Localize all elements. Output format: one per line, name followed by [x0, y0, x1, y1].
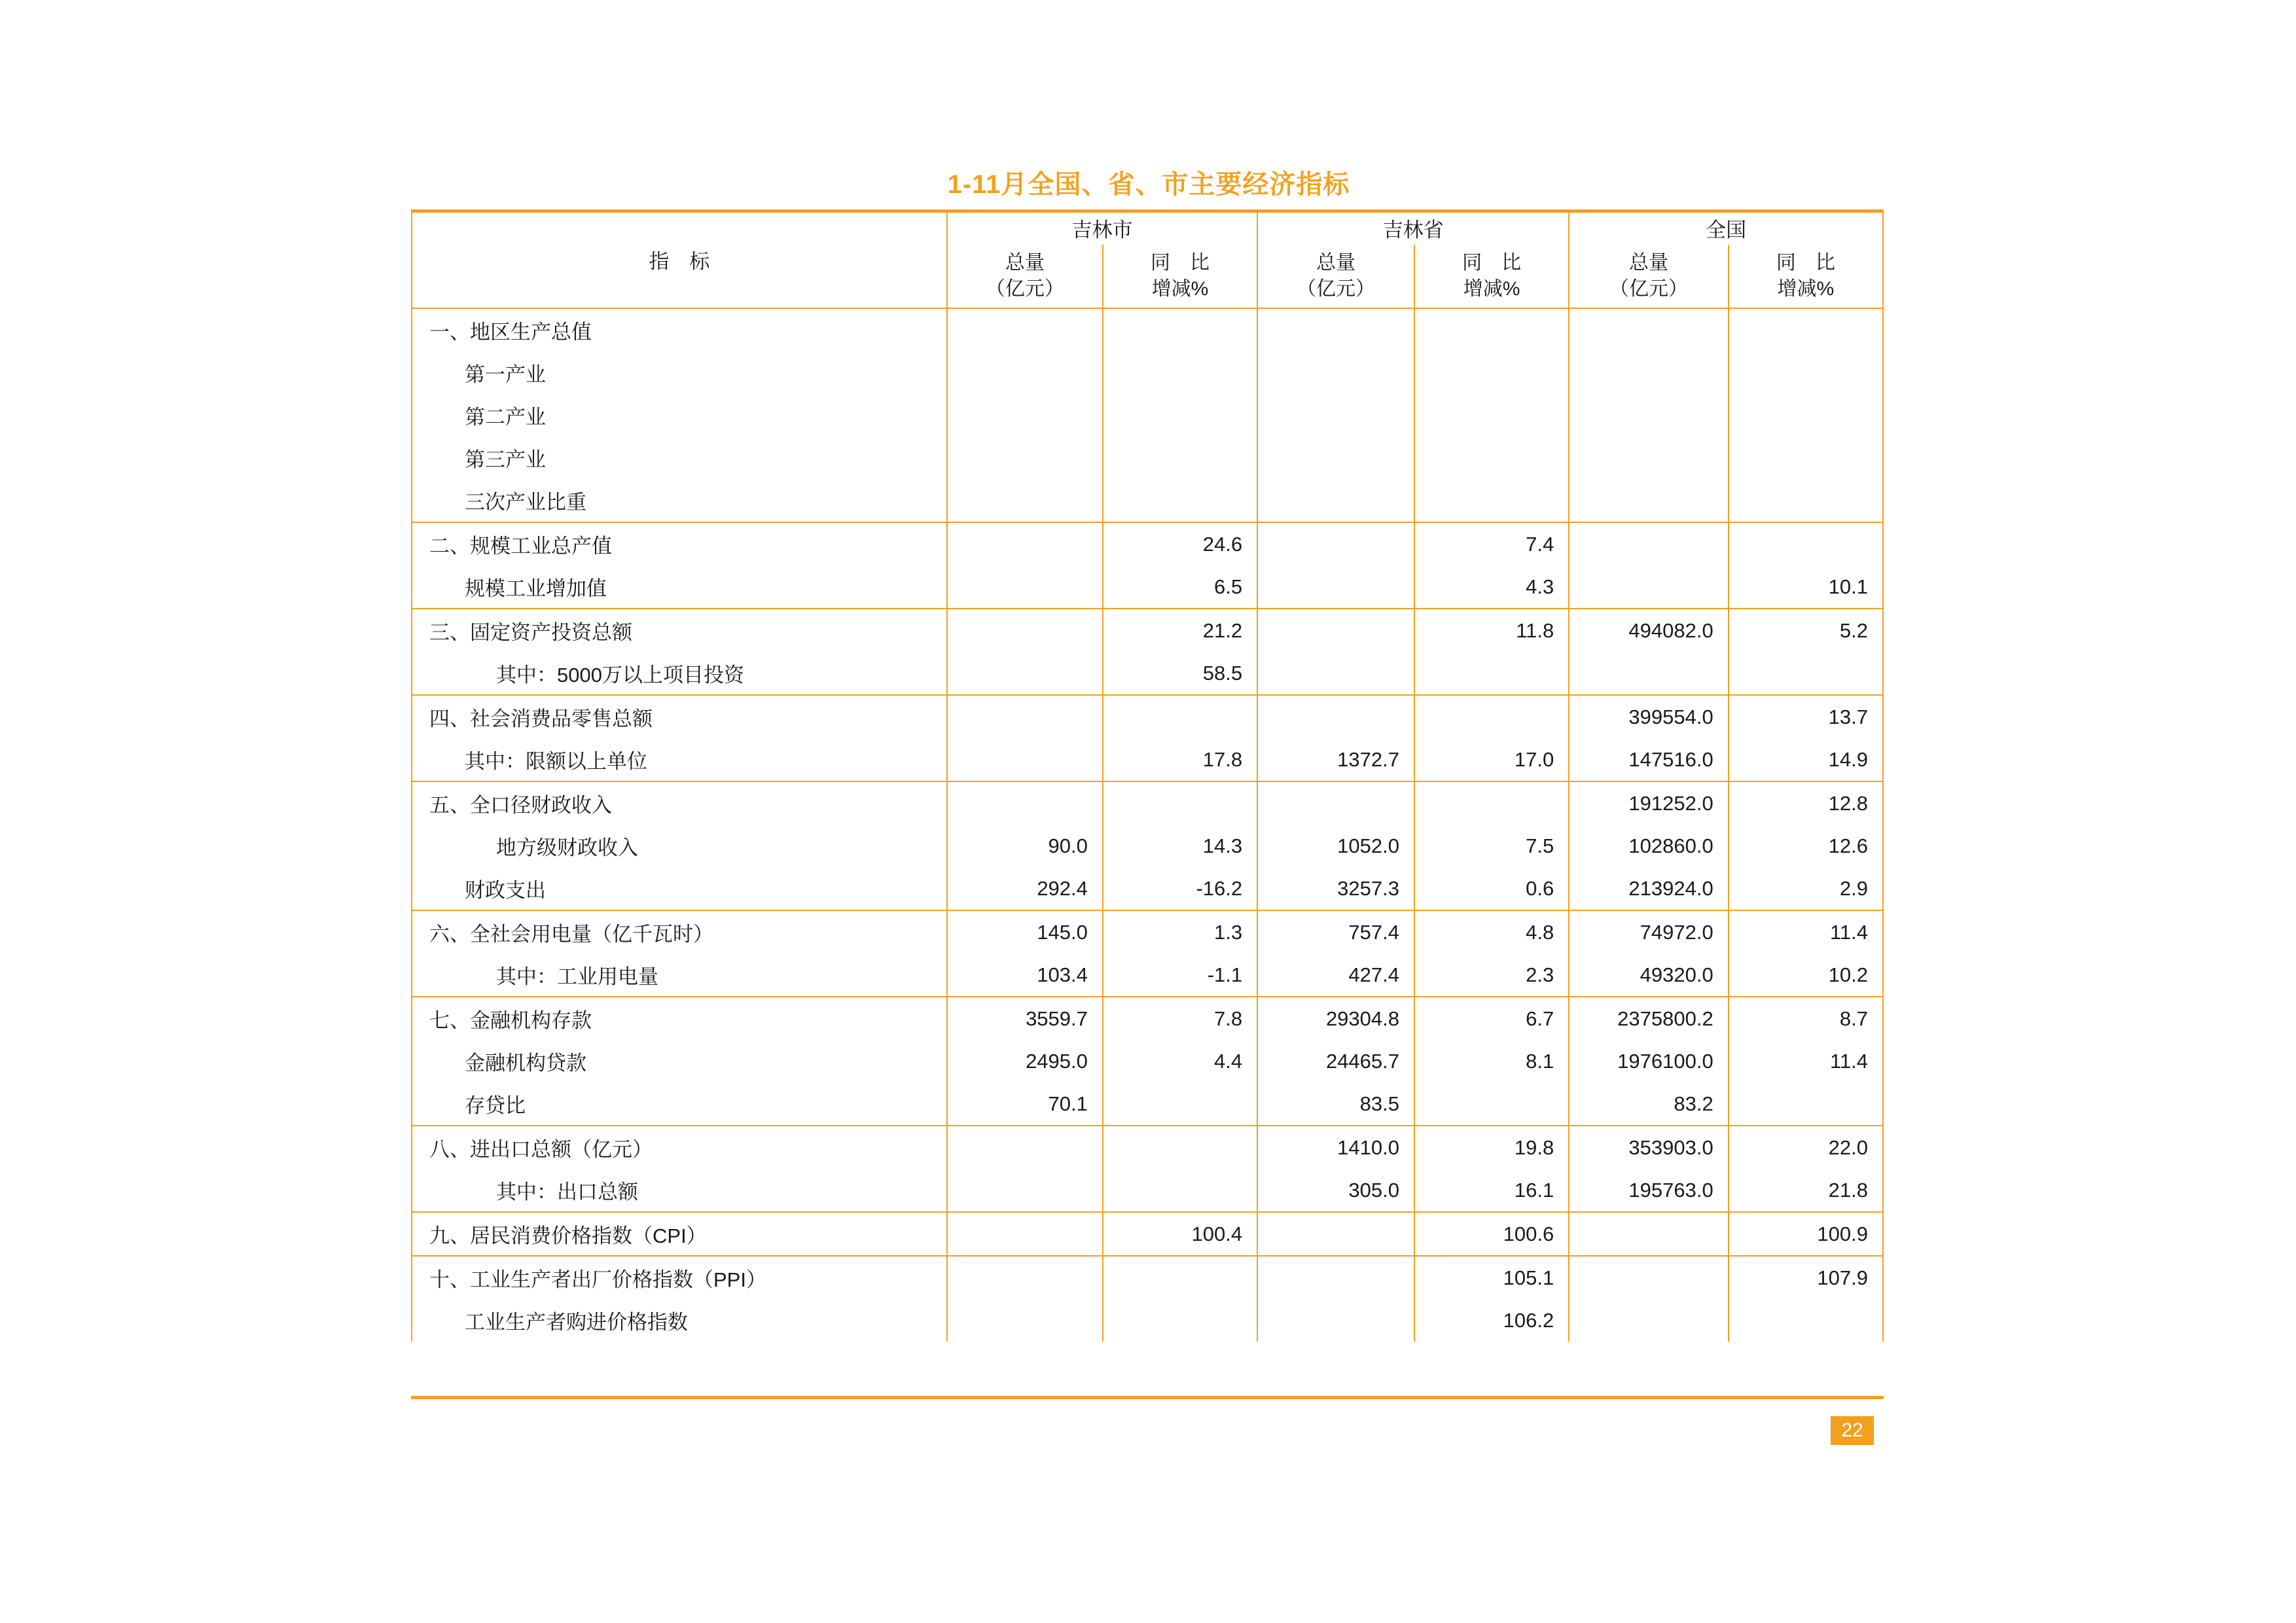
cell-city-amount: 145.0 [947, 910, 1103, 954]
cell-national-yoy [1729, 1299, 1883, 1342]
table-row [412, 1126, 1883, 1169]
cell-national-yoy: 107.9 [1729, 1256, 1883, 1299]
row-label: 存贷比 [412, 1082, 947, 1126]
page-number-badge: 22 [1831, 1416, 1874, 1445]
header-national-amount [1569, 245, 1728, 308]
header-national-yoy-line2: 增减% [1777, 278, 1835, 300]
header-province-amount-line2: （亿元） [1297, 278, 1376, 300]
table-row [412, 781, 1883, 825]
row-label: 六、全社会用电量（亿千瓦时） [412, 910, 947, 954]
row-label: 财政支出 [412, 867, 947, 910]
table-row [412, 695, 1883, 738]
table-row [412, 479, 1883, 522]
header-province-yoy [1414, 245, 1569, 308]
cell-city-yoy [1103, 1169, 1257, 1212]
row-label: 十、工业生产者出厂价格指数（PPI） [412, 1256, 947, 1299]
cell-city-amount [947, 1256, 1103, 1299]
cell-province-amount [1257, 695, 1414, 738]
cell-national-yoy [1729, 351, 1883, 394]
cell-province-amount: 1052.0 [1257, 825, 1414, 867]
cell-province-yoy: 17.0 [1414, 738, 1569, 781]
cell-province-amount [1257, 394, 1414, 437]
table-row [412, 652, 1883, 695]
cell-national-amount: 2375800.2 [1569, 997, 1728, 1040]
cell-national-amount: 191252.0 [1569, 781, 1728, 825]
cell-national-amount [1569, 652, 1728, 695]
table-row [412, 1169, 1883, 1212]
cell-province-amount: 3257.3 [1257, 867, 1414, 910]
cell-city-amount: 70.1 [947, 1082, 1103, 1126]
cell-province-amount: 1372.7 [1257, 738, 1414, 781]
cell-national-amount: 147516.0 [1569, 738, 1728, 781]
row-label: 三、固定资产投资总额 [412, 609, 947, 652]
cell-city-yoy: 17.8 [1103, 738, 1257, 781]
row-label: 工业生产者购进价格指数 [412, 1299, 947, 1342]
row-label: 八、进出口总额（亿元） [412, 1126, 947, 1169]
table-row [412, 437, 1883, 479]
cell-national-amount [1569, 1212, 1728, 1256]
header-national-yoy-line1: 同 比 [1776, 251, 1835, 274]
cell-province-yoy: 6.7 [1414, 997, 1569, 1040]
cell-province-amount: 83.5 [1257, 1082, 1414, 1126]
row-label: 七、金融机构存款 [412, 997, 947, 1040]
cell-national-yoy: 12.6 [1729, 825, 1883, 867]
cell-national-yoy: 100.9 [1729, 1212, 1883, 1256]
table-header-region-row [412, 211, 1883, 245]
row-label: 地方级财政收入 [412, 825, 947, 867]
cell-national-amount [1569, 394, 1728, 437]
cell-national-yoy: 5.2 [1729, 609, 1883, 652]
cell-national-amount: 399554.0 [1569, 695, 1728, 738]
cell-province-yoy [1414, 652, 1569, 695]
table-row [412, 910, 1883, 954]
header-national-yoy [1729, 245, 1883, 308]
cell-province-yoy: 7.5 [1414, 825, 1569, 867]
cell-province-yoy: 4.3 [1414, 565, 1569, 609]
table-row [412, 308, 1883, 351]
cell-national-amount [1569, 479, 1728, 522]
cell-national-amount [1569, 308, 1728, 351]
cell-province-amount [1257, 308, 1414, 351]
cell-province-yoy [1414, 781, 1569, 825]
cell-province-amount [1257, 522, 1414, 565]
cell-city-amount [947, 609, 1103, 652]
table-row [412, 394, 1883, 437]
table-row [412, 522, 1883, 565]
cell-city-amount: 2495.0 [947, 1040, 1103, 1082]
cell-province-amount [1257, 609, 1414, 652]
cell-city-yoy: -1.1 [1103, 954, 1257, 997]
cell-province-amount [1257, 437, 1414, 479]
cell-city-amount [947, 1126, 1103, 1169]
header-city-amount-line1: 总量 [1005, 251, 1045, 274]
cell-province-yoy: 106.2 [1414, 1299, 1569, 1342]
cell-city-yoy [1103, 437, 1257, 479]
row-label: 第一产业 [412, 351, 947, 394]
cell-city-amount [947, 738, 1103, 781]
row-label: 金融机构贷款 [412, 1040, 947, 1082]
row-label: 其中：5000万以上项目投资 [412, 652, 947, 695]
header-city-yoy [1103, 245, 1257, 308]
table-row [412, 1299, 1883, 1342]
cell-city-yoy [1103, 1299, 1257, 1342]
cell-city-amount [947, 781, 1103, 825]
cell-national-yoy: 12.8 [1729, 781, 1883, 825]
table-row [412, 1082, 1883, 1126]
cell-province-amount: 427.4 [1257, 954, 1414, 997]
row-label: 二、规模工业总产值 [412, 522, 947, 565]
row-label: 其中：工业用电量 [412, 954, 947, 997]
header-national-amount-line2: （亿元） [1609, 278, 1688, 300]
cell-city-amount: 292.4 [947, 867, 1103, 910]
table-row [412, 867, 1883, 910]
cell-city-amount: 90.0 [947, 825, 1103, 867]
row-label: 其中：限额以上单位 [412, 738, 947, 781]
cell-city-yoy: 21.2 [1103, 609, 1257, 652]
cell-city-yoy [1103, 479, 1257, 522]
cell-national-yoy: 14.9 [1729, 738, 1883, 781]
cell-national-amount [1569, 437, 1728, 479]
cell-province-yoy: 100.6 [1414, 1212, 1569, 1256]
cell-national-yoy [1729, 437, 1883, 479]
cell-province-yoy: 105.1 [1414, 1256, 1569, 1299]
cell-province-yoy [1414, 308, 1569, 351]
cell-national-yoy: 8.7 [1729, 997, 1883, 1040]
header-province-amount-line1: 总量 [1316, 251, 1356, 274]
cell-province-yoy: 2.3 [1414, 954, 1569, 997]
cell-city-yoy [1103, 1256, 1257, 1299]
cell-province-yoy: 7.4 [1414, 522, 1569, 565]
cell-province-amount [1257, 1212, 1414, 1256]
cell-province-amount [1257, 1256, 1414, 1299]
row-label: 第三产业 [412, 437, 947, 479]
cell-national-amount: 1976100.0 [1569, 1040, 1728, 1082]
header-province-yoy-line2: 增减% [1463, 278, 1520, 300]
cell-city-yoy: 6.5 [1103, 565, 1257, 609]
cell-city-amount: 3559.7 [947, 997, 1103, 1040]
cell-city-yoy [1103, 308, 1257, 351]
cell-city-amount [947, 565, 1103, 609]
cell-national-yoy: 11.4 [1729, 910, 1883, 954]
cell-province-yoy: 19.8 [1414, 1126, 1569, 1169]
cell-national-amount: 195763.0 [1569, 1169, 1728, 1212]
cell-national-yoy: 21.8 [1729, 1169, 1883, 1212]
cell-province-amount: 305.0 [1257, 1169, 1414, 1212]
cell-city-yoy [1103, 394, 1257, 437]
row-label: 九、居民消费价格指数（CPI） [412, 1212, 947, 1256]
cell-city-amount [947, 1299, 1103, 1342]
cell-national-amount: 494082.0 [1569, 609, 1728, 652]
row-label: 第二产业 [412, 394, 947, 437]
cell-province-yoy [1414, 437, 1569, 479]
cell-national-yoy: 11.4 [1729, 1040, 1883, 1082]
cell-province-amount [1257, 351, 1414, 394]
cell-city-amount [947, 1169, 1103, 1212]
cell-province-yoy [1414, 1082, 1569, 1126]
cell-province-yoy [1414, 695, 1569, 738]
cell-national-yoy [1729, 1082, 1883, 1126]
cell-national-yoy: 10.1 [1729, 565, 1883, 609]
table-row [412, 565, 1883, 609]
header-region-national: 全国 [1569, 211, 1883, 245]
cell-national-amount: 213924.0 [1569, 867, 1728, 910]
cell-city-yoy: 24.6 [1103, 522, 1257, 565]
cell-province-yoy: 11.8 [1414, 609, 1569, 652]
cell-city-yoy [1103, 351, 1257, 394]
cell-national-amount: 74972.0 [1569, 910, 1728, 954]
cell-province-amount [1257, 1299, 1414, 1342]
header-city-yoy-line2: 增减% [1151, 278, 1209, 300]
table-row [412, 738, 1883, 781]
cell-national-yoy: 2.9 [1729, 867, 1883, 910]
cell-city-amount [947, 695, 1103, 738]
cell-province-amount [1257, 565, 1414, 609]
row-label: 一、地区生产总值 [412, 308, 947, 351]
header-city-amount-line2: （亿元） [985, 278, 1064, 300]
cell-national-amount: 83.2 [1569, 1082, 1728, 1126]
table-row [412, 954, 1883, 997]
cell-city-amount [947, 351, 1103, 394]
header-region-jilin-city: 吉林市 [947, 211, 1257, 245]
cell-province-yoy [1414, 479, 1569, 522]
cell-province-amount [1257, 781, 1414, 825]
table-bottom-rule [411, 1396, 1884, 1399]
cell-national-yoy: 13.7 [1729, 695, 1883, 738]
cell-province-amount [1257, 652, 1414, 695]
cell-province-yoy: 16.1 [1414, 1169, 1569, 1212]
cell-province-yoy [1414, 351, 1569, 394]
cell-city-amount [947, 479, 1103, 522]
cell-national-yoy: 22.0 [1729, 1126, 1883, 1169]
table-row [412, 351, 1883, 394]
header-province-amount [1257, 245, 1414, 308]
cell-national-yoy [1729, 308, 1883, 351]
cell-city-amount [947, 437, 1103, 479]
cell-national-amount: 49320.0 [1569, 954, 1728, 997]
table-row [412, 1040, 1883, 1082]
cell-province-yoy: 8.1 [1414, 1040, 1569, 1082]
cell-city-amount [947, 394, 1103, 437]
table-row [412, 609, 1883, 652]
cell-province-amount [1257, 479, 1414, 522]
cell-national-amount [1569, 1256, 1728, 1299]
cell-city-yoy [1103, 1082, 1257, 1126]
cell-city-yoy: -16.2 [1103, 867, 1257, 910]
row-label: 五、全口径财政收入 [412, 781, 947, 825]
cell-city-amount [947, 652, 1103, 695]
cell-province-yoy [1414, 394, 1569, 437]
row-label: 三次产业比重 [412, 479, 947, 522]
cell-city-yoy: 100.4 [1103, 1212, 1257, 1256]
cell-national-yoy [1729, 394, 1883, 437]
cell-city-amount: 103.4 [947, 954, 1103, 997]
cell-city-amount [947, 1212, 1103, 1256]
cell-city-amount [947, 522, 1103, 565]
header-city-amount [947, 245, 1103, 308]
cell-national-amount [1569, 522, 1728, 565]
table-row [412, 1256, 1883, 1299]
cell-national-amount: 353903.0 [1569, 1126, 1728, 1169]
row-label: 其中：出口总额 [412, 1169, 947, 1212]
cell-city-yoy [1103, 695, 1257, 738]
cell-city-yoy [1103, 781, 1257, 825]
cell-national-yoy [1729, 652, 1883, 695]
header-city-yoy-line1: 同 比 [1151, 251, 1210, 274]
table-body [412, 308, 1883, 1342]
header-national-amount-line1: 总量 [1628, 251, 1668, 274]
cell-national-yoy: 10.2 [1729, 954, 1883, 997]
cell-province-amount: 24465.7 [1257, 1040, 1414, 1082]
table-row [412, 997, 1883, 1040]
cell-city-yoy: 4.4 [1103, 1040, 1257, 1082]
cell-city-amount [947, 308, 1103, 351]
cell-national-amount [1569, 351, 1728, 394]
cell-province-yoy: 0.6 [1414, 867, 1569, 910]
cell-national-yoy [1729, 479, 1883, 522]
cell-city-yoy [1103, 1126, 1257, 1169]
cell-province-amount: 29304.8 [1257, 997, 1414, 1040]
cell-city-yoy: 14.3 [1103, 825, 1257, 867]
cell-province-amount: 757.4 [1257, 910, 1414, 954]
cell-province-amount: 1410.0 [1257, 1126, 1414, 1169]
cell-city-yoy: 58.5 [1103, 652, 1257, 695]
page-title: 1-11月全国、省、市主要经济指标 [947, 170, 1350, 199]
cell-province-yoy: 4.8 [1414, 910, 1569, 954]
cell-national-amount: 102860.0 [1569, 825, 1728, 867]
table-row [412, 1212, 1883, 1256]
table-row [412, 825, 1883, 867]
cell-national-amount [1569, 1299, 1728, 1342]
cell-national-amount [1569, 565, 1728, 609]
header-region-jilin-province: 吉林省 [1257, 211, 1569, 245]
cell-national-yoy [1729, 522, 1883, 565]
header-indicator: 指 标 [412, 211, 947, 308]
header-province-yoy-line1: 同 比 [1462, 251, 1522, 274]
cell-city-yoy: 7.8 [1103, 997, 1257, 1040]
cell-city-yoy: 1.3 [1103, 910, 1257, 954]
row-label: 四、社会消费品零售总额 [412, 695, 947, 738]
row-label: 规模工业增加值 [412, 565, 947, 609]
economic-indicators-table [411, 211, 1884, 1342]
